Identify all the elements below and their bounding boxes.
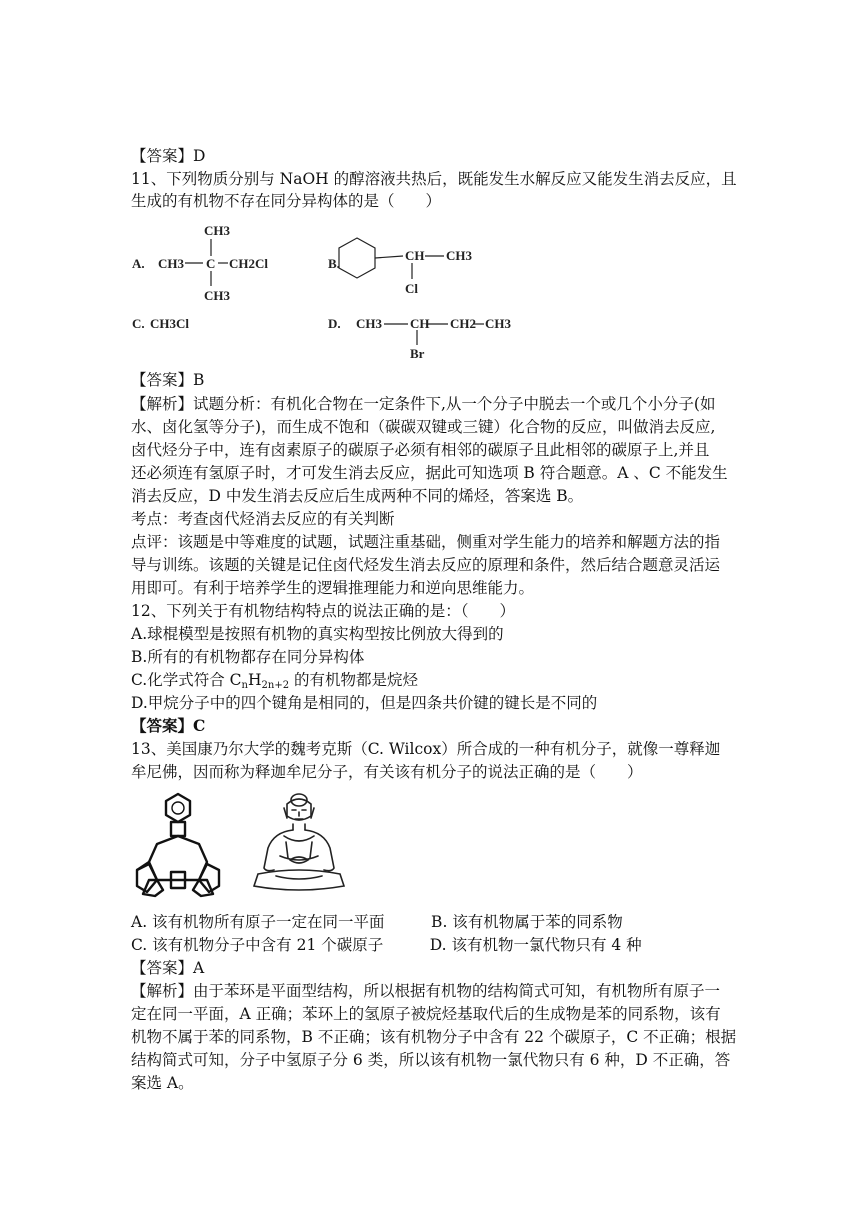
q11-stem-line1: 11、下列物质分别与 NaOH 的醇溶液共热后，既能发生水解反应又能发生消去反应，且 [131, 170, 737, 188]
q13-analysis-line3: 机物不属于苯的同系物，B 不正确；该有机物分子中含有 22 个碳原子，C 不正确；根据 [131, 1028, 737, 1046]
buddha-statue-figure [246, 790, 352, 894]
q11-analysis-line3: 卤代烃分子中，连有卤素原子的碳原子必须有相邻的碳原子且此相邻的碳原子上,并且 [131, 441, 710, 459]
q13-options-ab: A. 该有机物所有原子一定在同一平面 B. 该有机物属于苯的同系物 [131, 913, 623, 931]
option-c-label: C. [132, 316, 145, 331]
q10-answer: 【答案】D [131, 147, 206, 165]
q12-c-sub-2n2: 2n+2 [261, 680, 290, 691]
d-br: Br [410, 346, 425, 361]
b-ch3: CH3 [446, 248, 472, 263]
q13-options-cd: C. 该有机物分子中含有 21 个碳原子 D. 该有机物一氯代物只有 4 种 [131, 936, 642, 954]
shakyamuni-molecule-figure [133, 790, 229, 898]
a-left-ch3: CH3 [158, 256, 184, 271]
q11-answer: 【答案】B [131, 371, 205, 389]
a-top-ch3: CH3 [204, 223, 230, 238]
q13-analysis-line2: 定在同一平面，A 正确；苯环上的氢原子被烷烃基取代后的生成物是苯的同系物，该有 [131, 1005, 721, 1023]
a-ch2cl: CH2Cl [229, 256, 268, 271]
q12-option-b: B.所有的有机物都存在同分异构体 [131, 648, 365, 666]
option-d-label: D. [328, 316, 341, 331]
d-ch2: CH2 [450, 316, 476, 331]
q13-stem-line1: 13、美国康乃尔大学的魏考克斯（C. Wilcox）所合成的一种有机分子，就像一尊释迦 [131, 740, 721, 758]
d-ch: CH [410, 316, 430, 331]
d-ch3-left: CH3 [356, 316, 382, 331]
q12-c-sub-n: n [241, 680, 248, 691]
q12-answer: 【答案】C [131, 716, 206, 735]
q13-stem-line2: 牟尼佛，因而称为释迦牟尼分子，有关该有机分子的说法正确的是（ ） [131, 763, 643, 781]
q11-analysis-line5: 消去反应，D 中发生消去反应后生成两种不同的烯烃，答案选 B。 [131, 487, 584, 505]
q12-c-h: H [247, 671, 262, 689]
c-formula: CH3Cl [150, 316, 189, 331]
q12-c-prefix: C.化学式符合 C [131, 671, 242, 689]
q12-option-d: D.甲烷分子中的四个键角是相同的，但是四条共价键的键长是不同的 [131, 694, 598, 712]
q12-c-suffix: 的有机物都是烷烃 [289, 671, 418, 689]
q13-analysis-line4: 结构简式可知，分子中氢原子分 6 类，所以该有机物一氯代物只有 6 种，D 不正确，答 [131, 1051, 731, 1069]
q11-dianping-line1: 点评：该题是中等难度的试题，试题注重基础，侧重对学生能力的培养和解题方法的指 [131, 533, 721, 551]
b-ch: CH [405, 248, 425, 263]
a-bottom-ch3: CH3 [204, 288, 230, 303]
q11-analysis-line2: 水、卤化氢等分子)，而生成不饱和（碳碳双键或三键）化合物的反应，叫做消去反应, [131, 418, 716, 436]
q11-stem-line2: 生成的有机物不存在同分异构体的是（ ） [131, 192, 442, 210]
d-ch3-right: CH3 [485, 316, 511, 331]
q11-kaodian: 考点：考查卤代烃消去反应的有关判断 [131, 510, 395, 528]
q12-stem: 12、下列关于有机物结构特点的说法正确的是：（ ） [131, 602, 515, 620]
q11-options-figure [128, 218, 528, 366]
q11-analysis-line4: 还必须连有氢原子时，才可发生消去反应，据此可知选项 B 符合题意。A 、C 不能发生 [131, 464, 728, 482]
q12-option-a: A.球棍模型是按照有机物的真实构型按比例放大得到的 [131, 625, 504, 643]
option-b-label: B. [328, 256, 340, 271]
option-a-label: A. [132, 256, 145, 271]
q11-analysis-line1: 【解析】试题分析：有机化合物在一定条件下,从一个分子中脱去一个或几个小分子(如 [131, 395, 716, 413]
q13-answer: 【答案】A [131, 959, 205, 977]
a-center-c: C [206, 256, 216, 271]
q11-dianping-line3: 用即可。有利于培养学生的逻辑推理能力和逆向思维能力。 [131, 579, 535, 597]
q13-analysis-line1: 【解析】由于苯环是平面型结构，所以根据有机物的结构简式可知，有机物所有原子一 [131, 982, 721, 1000]
q13-analysis-line5: 案选 A。 [131, 1074, 194, 1092]
q11-dianping-line2: 导与训练。该题的关键是记住卤代烃发生消去反应的原理和条件，然后结合题意灵活运 [131, 556, 721, 574]
b-cl: Cl [405, 281, 418, 296]
